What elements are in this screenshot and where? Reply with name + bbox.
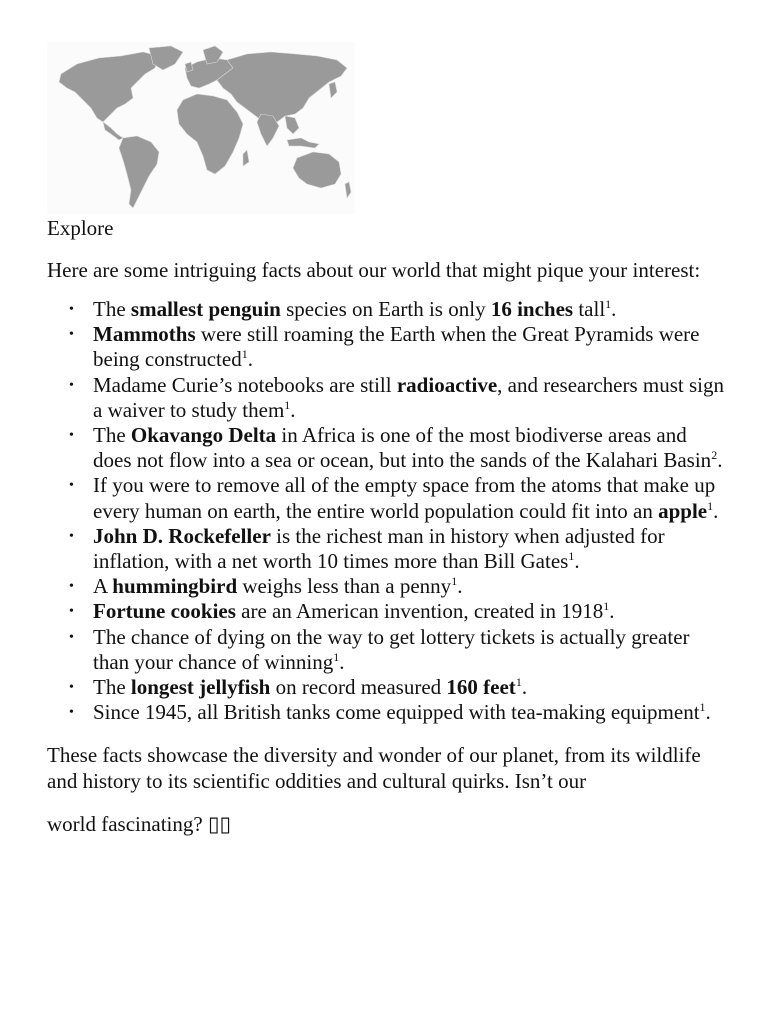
sentence-period: . [339,649,345,674]
sentence-period: . [457,574,463,599]
outro-paragraph: These facts showcase the diversity and wonder of our planet, from its wildlife and history to its scientific oddities and cultural quirks. Isn’t our [47,743,701,794]
sentence-period: . [705,700,711,725]
fact-text: in Africa is one of the most biodiverse areas and does not flow into a sea or ocean, but into the sands of the Kalahari Basin [93,423,712,473]
list-item [47,700,727,725]
citation-ref: 1 [568,549,575,564]
fact-emphasis: John D. Rockefeller [93,523,271,548]
list-item [47,625,727,675]
fact-text: The chance of dying on the way to get lottery tickets is actually greater than your chance of winning [93,624,690,674]
bullet-marker: • [69,327,74,343]
fact-emphasis: hummingbird [112,574,238,599]
bullet-marker: • [69,705,74,721]
bullet-marker: • [69,629,74,645]
list-item [47,373,727,423]
citation-ref: 2 [711,448,718,463]
bullet-marker: • [69,579,74,595]
list-item [47,322,727,372]
sentence-period: . [290,397,296,422]
fact-emphasis: radioactive [396,372,498,397]
sentence-period: . [713,498,719,523]
bullet-marker: • [69,478,74,494]
fact-text: The [93,297,131,321]
list-item [47,574,727,599]
sentence-period: . [521,675,528,700]
facts-list [47,297,727,725]
citation-ref: 1 [603,599,610,614]
world-map-image [47,42,355,214]
sentence-period: . [609,599,615,624]
citation-ref: 1 [707,498,714,513]
fact-text: were still roaming the Earth when the Great Pyramids were being constructed [93,322,700,372]
citation-ref: 1 [284,397,291,412]
fact-text: , and researchers must sign a waiver to study them [93,372,725,422]
fact-emphasis: Okavango Delta [130,423,277,448]
citation-ref: 1 [241,347,248,362]
world-map-icon [47,42,355,214]
fact-text: If you were to remove all of the empty space from the atoms that make up every human on earth, the entire world population could fit into an [93,473,716,523]
citation-ref: 1 [699,700,706,715]
fact-text: A [93,574,113,599]
fact-emphasis: smallest penguin [130,297,281,321]
fact-text: The [93,423,131,448]
list-item [47,473,727,523]
citation-ref: 1 [605,297,612,311]
fact-text: on record measured [270,675,447,700]
fact-emphasis: apple [658,498,708,523]
fact-text: tall [573,297,606,321]
intro-paragraph: Here are some intriguing facts about our world that might pique your interest: [47,258,701,282]
bullet-marker: • [69,680,74,696]
list-item [47,423,727,473]
fact-text: weighs less than a penny [237,574,452,599]
fact-text: are an American invention, created in 1918 [235,599,604,624]
bullet-marker: • [69,377,74,393]
fact-emphasis: 16 inches [490,297,574,321]
closing-line: world fascinating? ▯▯ [47,812,232,837]
sentence-period: . [611,297,617,321]
bullet-marker: • [69,604,74,620]
sentence-period: . [717,448,723,473]
fact-emphasis: 160 feet [446,675,516,700]
document-page [47,42,727,837]
sentence-period: . [247,347,253,372]
list-item [47,297,727,322]
fact-text: species on Earth is only [280,297,491,321]
fact-text: Since 1945, all British tanks come equipped with tea-making equipment [93,700,700,725]
fact-text: is the richest man in history when adjusted for inflation, with a net worth 10 times more than Bill Gates [93,523,665,574]
bullet-marker: • [69,528,74,544]
citation-ref: 1 [451,574,458,589]
sentence-period: . [574,549,580,574]
fact-text: Madame Curie’s notebooks are still [93,372,397,397]
list-item [47,524,727,574]
fact-text: The [93,675,131,700]
list-item [47,675,727,700]
fact-emphasis: Mammoths [93,322,196,347]
bullet-marker: • [69,428,74,444]
section-heading: Explore [47,216,114,240]
fact-emphasis: longest jellyfish [130,675,271,700]
citation-ref: 1 [333,649,340,664]
fact-emphasis: Fortune cookies [93,599,236,624]
bullet-marker: • [69,302,74,317]
list-item [47,599,727,624]
citation-ref: 1 [515,675,522,690]
